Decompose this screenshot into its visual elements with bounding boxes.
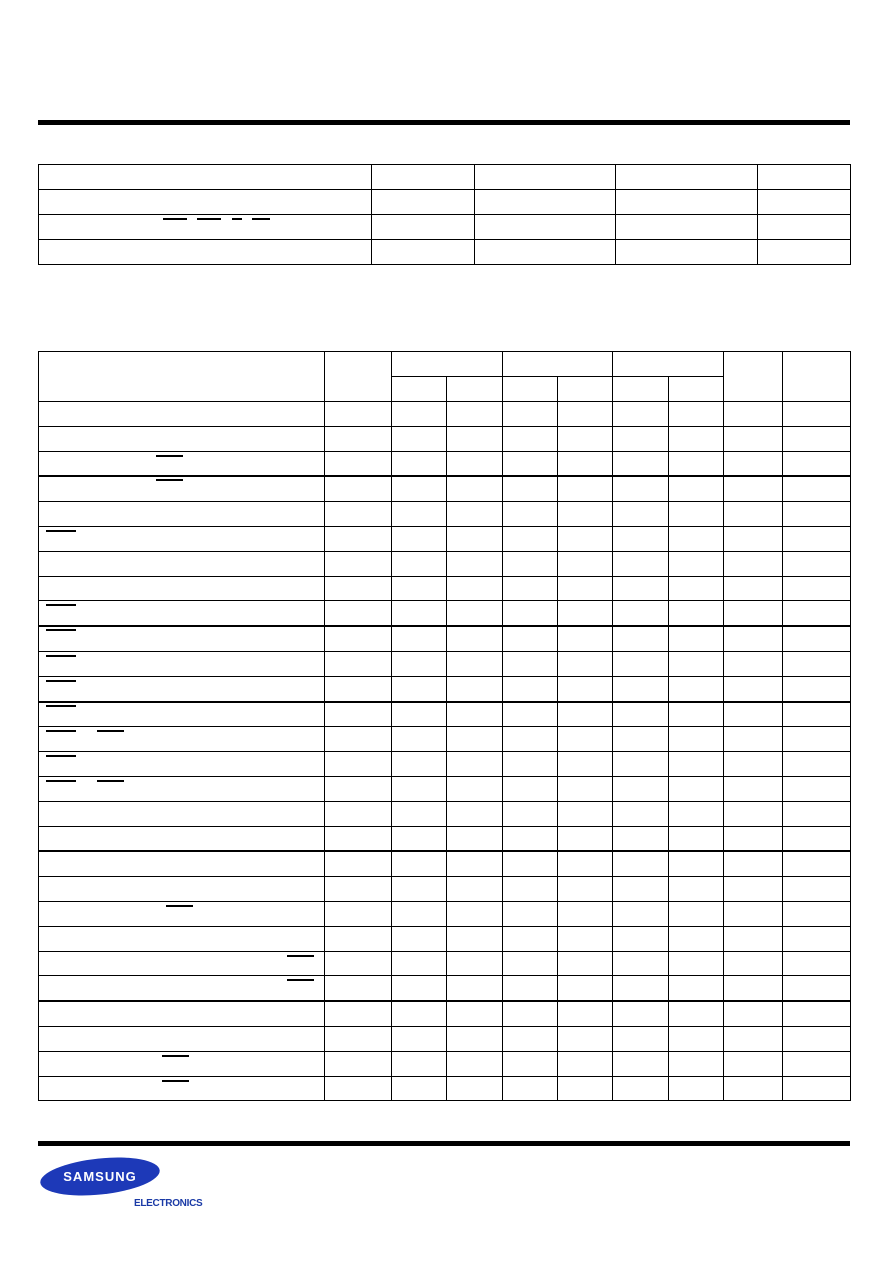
- table-row: [39, 1076, 851, 1101]
- table-row: [39, 826, 851, 851]
- overbar: [156, 479, 183, 481]
- bottom-rule: [38, 1141, 850, 1146]
- table-row: [39, 676, 851, 701]
- table-row: [39, 601, 851, 626]
- table-row: [39, 752, 851, 777]
- table-row: [39, 801, 851, 826]
- table-row: [39, 901, 851, 926]
- table-row: [39, 727, 851, 752]
- table-row: [39, 402, 851, 427]
- overbar: [46, 655, 76, 657]
- overbar: [156, 455, 183, 457]
- overbar: [46, 705, 76, 707]
- table-row: [39, 776, 851, 801]
- overbar: [287, 955, 314, 957]
- overbar: [197, 218, 221, 220]
- overbar: [46, 530, 76, 532]
- table-row: [39, 651, 851, 676]
- overbar: [46, 680, 76, 682]
- overbar: [46, 730, 76, 732]
- table-row: [39, 526, 851, 551]
- overbar: [287, 979, 314, 981]
- table-row: [39, 976, 851, 1001]
- logo-wordmark: SAMSUNG: [63, 1169, 137, 1184]
- table-row: [39, 877, 851, 902]
- table-row: [39, 951, 851, 976]
- overbar: [252, 218, 270, 220]
- table-row: [39, 215, 851, 240]
- capacitance-table: [38, 164, 851, 265]
- table-row: [39, 165, 851, 190]
- table-row: [39, 451, 851, 476]
- table-row: [39, 476, 851, 501]
- table-row: [39, 426, 851, 451]
- overbar: [166, 905, 193, 907]
- logo-subtext: ELECTRONICS: [134, 1198, 203, 1209]
- table-row: [39, 551, 851, 576]
- overbar: [46, 629, 76, 631]
- samsung-logo: [40, 1157, 160, 1196]
- table-row: [39, 1051, 851, 1076]
- table-row: [39, 576, 851, 601]
- table-row: [39, 926, 851, 951]
- table-row: [39, 626, 851, 651]
- overbar: [162, 1080, 189, 1082]
- table-row: [39, 702, 851, 727]
- overbar: [163, 218, 187, 220]
- overbar: [46, 780, 76, 782]
- overbar: [46, 755, 76, 757]
- table-row: [39, 851, 851, 876]
- header-row: [39, 352, 851, 377]
- top-rule: [38, 120, 850, 125]
- overbar: [97, 730, 124, 732]
- table-row: [39, 190, 851, 215]
- table-row: [39, 240, 851, 265]
- overbar: [162, 1055, 189, 1057]
- table-row: [39, 1001, 851, 1026]
- overbar: [46, 604, 76, 606]
- overbar: [97, 780, 124, 782]
- table-row: [39, 1026, 851, 1051]
- ac-characteristics-table: [38, 351, 851, 1101]
- overbar: [232, 218, 242, 220]
- table-row: [39, 502, 851, 527]
